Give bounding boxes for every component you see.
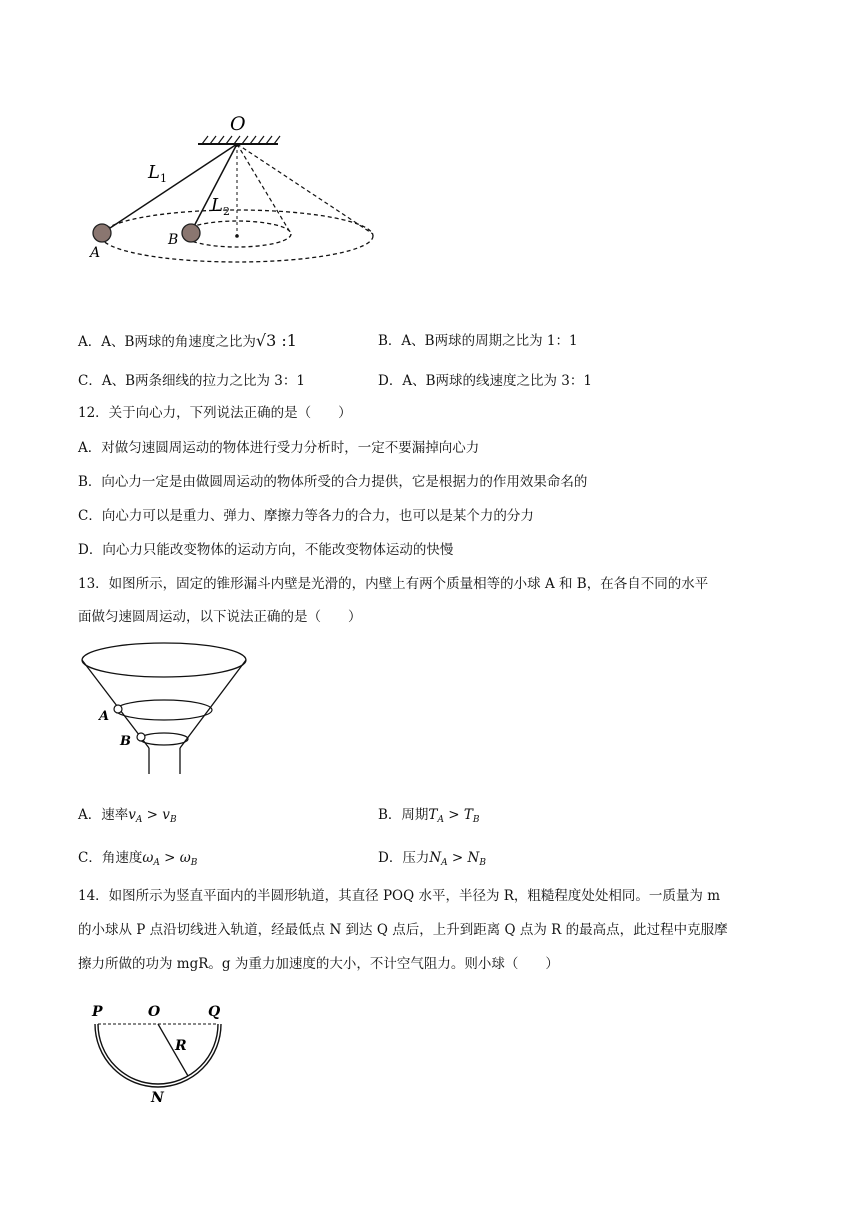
q12-option-b: B．向心力一定是由做圆周运动的物体所受的合力提供，它是根据力的作用效果命名的 [78,474,588,490]
q13-option-a-formula: $v_A > v_B$ [128,807,177,825]
cone-edge-b [237,144,290,232]
q11-option-d: D．A、B两球的线速度之比为 3：1 [378,373,592,389]
track-inner [98,1024,218,1084]
q11-option-a-ratio: √3 :1 [255,331,297,350]
q14-stem-line-1: 14．如图所示为竖直平面内的半圆形轨道，其直径 POQ 水平，半径为 R，粗糙程度处处相同。一质量为 m [78,888,721,904]
q13-stem-line-2: 面做匀速圆周运动，以下说法正确的是（ ） [78,609,362,625]
q11-option-c: C．A、B两条细线的拉力之比为 3：1 [78,373,305,389]
ball-b [182,224,200,242]
q12-option-a: A．对做匀速圆周运动的物体进行受力分析时，一定不要漏掉向心力 [78,440,480,456]
ball-a [114,705,122,713]
label-b: B [168,232,179,248]
q13-option-b-formula: $T_A > T_B$ [428,807,480,825]
q13-option-a-label: A．速率 [78,807,129,823]
label-o: O [148,1004,161,1020]
label-a: A [90,245,101,261]
ball-b [137,733,145,741]
q13-option-b [378,805,479,830]
orbit-a-circle [116,700,212,720]
label-l2: $L_2$ [211,195,230,218]
semicircle-track-figure [84,998,234,1104]
q13-option-c [78,848,197,873]
label-l1: $L_1$ [148,162,167,185]
q13-option-a [78,805,177,830]
ball-a [93,224,111,242]
q12-stem: 12．关于向心力，下列说法正确的是（ ） [78,405,352,421]
q13-option-c-formula: $\omega_A > \omega_B$ [142,850,198,868]
label-a: A [99,709,110,724]
q12-option-c: C．向心力可以是重力、弹力、摩擦力等各力的合力，也可以是某个力的分力 [78,508,534,524]
q14-stem-line-2: 的小球从 P 点沿切线进入轨道，经最低点 N 到达 Q 点后，上升到距离 Q 点为 R 的最高点，此过程中克服摩 [78,922,728,938]
label-n: N [151,1090,164,1104]
label-p: P [92,1004,103,1020]
ceiling-hatching [202,136,280,144]
q13-option-d-label: D．压力 [378,850,430,866]
center-dot [235,234,239,238]
q13-option-d [378,848,486,873]
cone-edge-a [237,144,373,234]
label-r: R [175,1038,187,1054]
string-l2 [191,144,237,232]
label-o: O [230,113,246,135]
q13-option-b-label: B．周期 [378,807,429,823]
label-b: B [120,734,131,749]
funnel-figure [80,640,260,780]
track-outer [95,1024,221,1087]
q14-stem-line-3: 擦力所做的功为 mgR。g 为重力加速度的大小，不计空气阻力。则小球（ ） [78,956,559,972]
q11-option-b: B．A、B两球的周期之比为 1：1 [378,333,578,349]
orbit-b-circle [140,733,188,745]
label-q: Q [208,1004,221,1020]
string-l1 [104,144,237,232]
q13-option-c-label: C．角速度 [78,850,143,866]
conical-pendulum-figure [80,108,390,278]
q11-option-a-text: A．A、B两球的角速度之比为 [78,334,256,350]
q11-option-a [78,331,297,352]
q13-option-d-formula: $N_A > N_B$ [429,850,486,868]
q13-stem-line-1: 13．如图所示，固定的锥形漏斗内壁是光滑的，内壁上有两个质量相等的小球 A 和 B，在各自不同的水平 [78,576,709,592]
funnel-rim [82,643,246,677]
q12-option-d: D．向心力只能改变物体的运动方向，不能改变物体运动的快慢 [78,542,454,558]
